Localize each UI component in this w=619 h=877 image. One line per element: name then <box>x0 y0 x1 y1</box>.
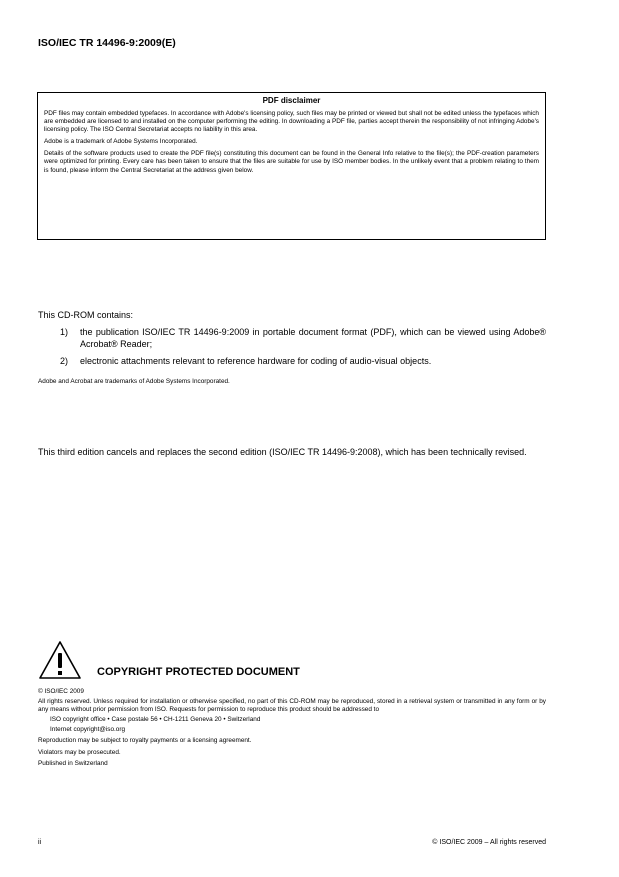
published-note: Published in Switzerland <box>38 759 108 767</box>
list-item-text: electronic attachments relevant to reference hardware for coding of audio-visual objects. <box>80 356 432 366</box>
list-item-text: the publication ISO/IEC TR 14496-9:2009 in portable document format (PDF), which can be viewed using Adobe® Acrobat® Reader; <box>80 327 546 349</box>
disclaimer-paragraph: PDF files may contain embedded typefaces. In accordance with Adobe's licensing policy, such files may be printed or viewed but shall not be edited unless the typefaces which are embedded are licensed to and installed on the computer performing the editing. In downloading a PDF file, parties accept therein the responsibility of not infringing Adobe's licensing policy. The ISO Central Secretariat accepts no liability in this area. <box>44 110 539 134</box>
copyright-rights-text: All rights reserved. Unless required for installation or otherwise specified, no part of this CD-ROM may be reproduced, stored in a retrieval system or transmitted in any form or by any means without prior permission from ISO. Requests for permission to reproduce this product should be addressed to <box>38 698 546 714</box>
list-item <box>60 356 546 368</box>
list-item-number: 2) <box>60 356 69 366</box>
warning-triangle-icon <box>38 640 82 680</box>
cd-rom-intro: This CD-ROM contains: <box>38 310 134 320</box>
cd-rom-contents-list <box>60 327 546 374</box>
royalty-note: Reproduction may be subject to royalty payments or a licensing agreement. <box>38 737 252 745</box>
list-item-number: 1) <box>60 327 69 337</box>
copyright-office-address: ISO copyright office • Case postale 56 • CH-1211 Geneva 20 • Switzerland <box>50 716 261 724</box>
trademark-note: Adobe and Acrobat are trademarks of Adobe Systems Incorporated. <box>38 378 230 385</box>
disclaimer-title: PDF disclaimer <box>262 96 321 105</box>
copyright-year: © ISO/IEC 2009 <box>38 688 84 695</box>
pdf-disclaimer-box <box>37 92 546 240</box>
copyright-section <box>38 688 546 770</box>
disclaimer-paragraph: Adobe is a trademark of Adobe Systems Incorporated. <box>44 138 198 146</box>
edition-note: This third edition cancels and replaces the second edition (ISO/IEC TR 14496-9:2008), which has been technically revised. <box>38 447 527 457</box>
footer-copyright: © ISO/IEC 2009 – All rights reserved <box>432 839 546 846</box>
document-reference: ISO/IEC TR 14496-9:2009(E) <box>38 37 176 49</box>
copyright-title: COPYRIGHT PROTECTED DOCUMENT <box>97 666 300 678</box>
list-item <box>60 327 546 350</box>
copyright-internet-email: Internet copyright@iso.org <box>50 726 126 734</box>
violators-note: Violators may be prosecuted. <box>38 748 121 756</box>
disclaimer-paragraph: Details of the software products used to create the PDF file(s) constituting this document can be found in the General Info relative to the file(s); the PDF-creation parameters were optimized for printing. Every care has been taken to ensure that the files are suitable for use by ISO member bodies. In the unlikely event that a problem relating to them is found, please inform the Central Secretariat at the address given below. <box>44 150 539 174</box>
page-number: ii <box>38 839 42 846</box>
